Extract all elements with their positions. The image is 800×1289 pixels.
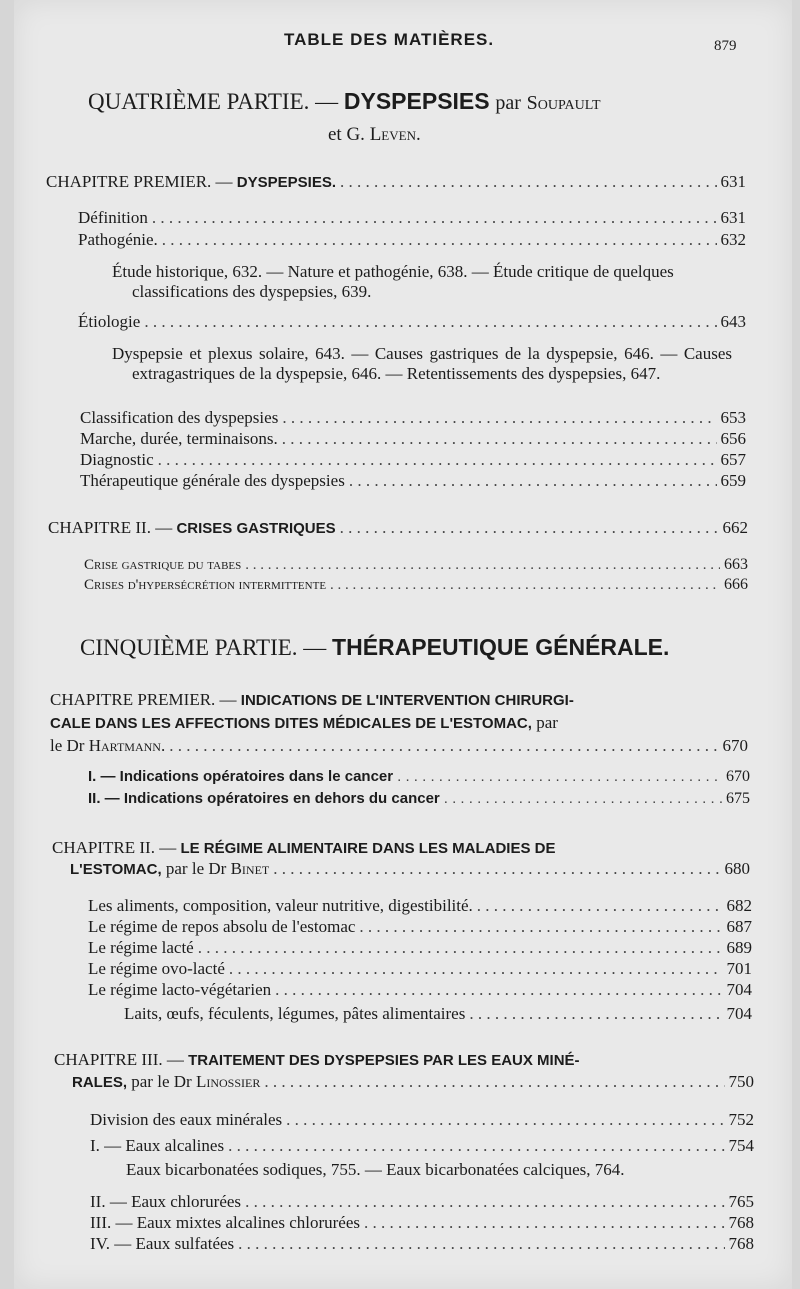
ch5-2-author: Binet [230, 859, 270, 878]
ch4-2-title: CRISES GASTRIQUES [176, 520, 336, 537]
book-page [14, 0, 792, 1289]
toc-entry-therapeutique[interactable] [80, 471, 746, 491]
toc-entry-page: 666 [724, 576, 748, 593]
toc-entry-page: 656 [720, 429, 746, 448]
ch5-3-heading-line1 [54, 1050, 580, 1070]
leader-dots [444, 790, 722, 807]
toc-entry-label: I. — Eaux alcalines [90, 1136, 225, 1155]
ch5-1-by: par [536, 713, 558, 732]
ch5-1-author-label [50, 736, 165, 756]
toc-entry-label: II. — Indications opératoires en dehors du cancer [88, 790, 440, 807]
part4-author-line [328, 124, 421, 146]
ch4-1-heading[interactable] [46, 172, 746, 192]
ch5-1-title-line2: CALE DANS LES AFFECTIONS DITES MÉDICALES DE L'ESTOMAC, [50, 715, 532, 732]
part4-title [88, 88, 601, 115]
toc-entry-eaux-mixtes[interactable] [90, 1213, 754, 1233]
leader-dots [144, 312, 716, 332]
ch4-2-page: 662 [722, 518, 748, 537]
toc-entry-label: Le régime lacto-végétarien [88, 980, 272, 999]
toc-entry-eaux-alcalines[interactable] [90, 1136, 754, 1156]
toc-entry-page: 675 [726, 790, 750, 807]
toc-entry-page: 704 [726, 980, 752, 999]
ch5-3-title-line2: RALES, [72, 1074, 128, 1091]
toc-entry-lacto-vegetarien[interactable] [88, 980, 752, 1000]
leader-dots [229, 959, 723, 979]
toc-entry-indications-hors-cancer[interactable] [88, 790, 750, 808]
toc-entry-label: Classification des dyspepsies [80, 408, 279, 427]
ch5-3-author: Linossier [195, 1072, 261, 1091]
toc-entry-definition[interactable] [78, 208, 746, 228]
ch5-3-heading-line2[interactable] [72, 1072, 754, 1092]
ch5-1-author-prefix: le Dr [50, 736, 85, 755]
ch5-2-author-prefix: par le Dr [165, 859, 227, 878]
toc-entry-page: 768 [728, 1234, 754, 1253]
toc-entry-label: Les aliments, composition, valeur nutritive, digestibilité. [88, 896, 473, 915]
toc-entry-repos-absolu[interactable] [88, 917, 752, 937]
part4-author-et: et G. [328, 124, 365, 145]
leader-dots [169, 736, 718, 756]
leader-dots [238, 1234, 724, 1254]
toc-entry-label: I. — Indications opératoires dans le cancer [88, 768, 394, 785]
leader-dots [340, 518, 719, 538]
ch5-1-prefix: CHAPITRE PREMIER. — [50, 690, 237, 709]
toc-entry-label: Le régime de repos absolu de l'estomac [88, 917, 356, 936]
toc-entry-label: Crise gastrique du tabes [84, 557, 242, 573]
part4-title-prefix: QUATRIÈME PARTIE. — [88, 89, 339, 114]
toc-entry-label: Thérapeutique générale des dyspepsies [80, 471, 345, 490]
ch5-2-title-line2: L'ESTOMAC, [70, 861, 162, 878]
toc-entry-label: Pathogénie. [78, 230, 158, 249]
toc-entry-indications-cancer[interactable] [88, 768, 750, 786]
leader-dots [245, 557, 720, 574]
ch4-1-prefix: CHAPITRE PREMIER. — [46, 172, 233, 191]
leader-dots [282, 408, 716, 428]
toc-entry-regime-lacte[interactable] [88, 938, 752, 958]
leader-dots [152, 208, 717, 228]
toc-entry-page: 663 [724, 556, 748, 573]
leader-dots [397, 768, 722, 785]
leader-dots [349, 471, 717, 491]
toc-entry-page: 754 [728, 1136, 754, 1155]
toc-entry-page: 682 [726, 896, 752, 915]
toc-entry-page: 701 [726, 959, 752, 978]
toc-entry-ovo-lacte[interactable] [88, 959, 752, 979]
ch4-2-label [48, 518, 336, 538]
ch5-2-title-line1: LE RÉGIME ALIMENTAIRE DANS LES MALADIES DE [180, 840, 556, 857]
etiologie-subentries: Dyspepsie et plexus solaire, 643. — Causes gastriques de la dyspepsie, 646. — Causes extragastriques de la dyspepsie, 646. — Retentissements des dyspepsies, 647. [112, 344, 732, 383]
toc-entry-eaux-sulfatees[interactable] [90, 1234, 754, 1254]
leader-dots [359, 917, 722, 937]
toc-entry-label: Étiologie [78, 312, 141, 331]
ch4-1-page: 631 [720, 172, 746, 191]
leader-dots [198, 938, 723, 958]
pathogenie-subentries: Étude historique, 632. — Nature et pathogénie, 638. — Étude critique de quelques classifications des dyspepsies, 639. [112, 262, 674, 301]
leader-dots [275, 980, 722, 1000]
toc-entry-page: 657 [720, 450, 746, 469]
ch4-2-heading[interactable] [48, 518, 748, 538]
toc-entry-label: Le régime lacté [88, 938, 194, 957]
toc-entry-page: 689 [726, 938, 752, 957]
leader-dots [340, 172, 716, 192]
ch4-1-label [46, 172, 336, 192]
ch5-3-page: 750 [728, 1072, 754, 1091]
part4-title-bold: DYSPEPSIES [343, 88, 490, 114]
toc-entry-page: 631 [720, 208, 746, 227]
ch5-2-heading-line2[interactable] [70, 859, 750, 879]
ch5-1-page: 670 [722, 736, 748, 755]
part4-by: par [495, 92, 521, 114]
part5-title-bold: THÉRAPEUTIQUE GÉNÉRALE. [332, 634, 670, 660]
part4-author1: Soupault [526, 92, 601, 114]
part5-title [80, 634, 669, 661]
toc-entry-classification[interactable] [80, 408, 746, 428]
toc-entry-page: 659 [720, 471, 746, 490]
ch5-3-title-line1: TRAITEMENT DES DYSPEPSIES PAR LES EAUX MINÉ- [188, 1052, 580, 1069]
toc-entry-page: 687 [726, 917, 752, 936]
leader-dots [273, 859, 720, 879]
toc-entry-aliments[interactable] [88, 896, 752, 916]
leader-dots [245, 1192, 724, 1212]
toc-entry-page: 653 [720, 408, 746, 427]
toc-entry-page: 704 [726, 1004, 752, 1023]
toc-entry-page: 670 [726, 768, 750, 785]
toc-entry-crises-hypersecretion[interactable] [84, 576, 748, 594]
leader-dots [228, 1136, 724, 1156]
ch5-3-author-prefix: par le Dr [131, 1072, 192, 1091]
ch5-1-author-row[interactable] [50, 736, 748, 756]
ch4-1-title: DYSPEPSIES. [236, 174, 337, 191]
toc-entry-page: 768 [728, 1213, 754, 1232]
toc-entry-label: Définition [78, 208, 148, 227]
running-header: TABLE DES MATIÈRES. [284, 30, 495, 49]
ch5-2-heading-line1 [52, 838, 555, 858]
page-number: 879 [714, 38, 737, 54]
toc-entry-label: Crises d'hypersécrétion intermittente [84, 577, 327, 593]
leader-dots [162, 230, 717, 250]
toc-entry-eaux-chlorurees[interactable] [90, 1192, 754, 1212]
toc-entry-crise-tabes[interactable] [84, 556, 748, 574]
leader-dots [158, 450, 717, 470]
part4-author2: Leven. [369, 124, 421, 145]
toc-entry-page: 752 [728, 1110, 754, 1129]
leader-dots [469, 1004, 722, 1024]
ch5-1-heading-line2 [50, 713, 558, 733]
leader-dots [286, 1110, 724, 1130]
toc-entry-label: II. — Eaux chlorurées [90, 1192, 242, 1211]
alcalines-subentries: Eaux bicarbonatées sodiques, 755. — Eaux bicarbonatées calciques, 764. [126, 1160, 625, 1179]
ch5-2-prefix: CHAPITRE II. — [52, 838, 177, 857]
toc-entry-label: Division des eaux minérales [90, 1110, 283, 1129]
ch4-2-prefix: CHAPITRE II. — [48, 518, 173, 537]
toc-entry-diagnostic[interactable] [80, 450, 746, 470]
toc-entry-etiologie[interactable] [78, 312, 746, 332]
leader-dots [330, 577, 720, 594]
leader-dots [282, 429, 717, 449]
toc-entry-page: 765 [728, 1192, 754, 1211]
toc-entry-label: III. — Eaux mixtes alcalines chlorurées [90, 1213, 361, 1232]
toc-entry-page: 643 [720, 312, 746, 331]
toc-entry-division[interactable] [90, 1110, 754, 1130]
leader-dots [477, 896, 723, 916]
toc-entry-label: Diagnostic [80, 450, 154, 469]
toc-entry-pathogenie[interactable] [78, 230, 746, 250]
toc-entry-label: Le régime ovo-lacté [88, 959, 225, 978]
leader-dots [364, 1213, 724, 1233]
toc-entry-marche[interactable] [80, 429, 746, 449]
ch5-1-title-line1: INDICATIONS DE L'INTERVENTION CHIRURGI- [240, 692, 574, 709]
ch5-3-prefix: CHAPITRE III. — [54, 1050, 184, 1069]
ch5-3-label [72, 1072, 260, 1092]
part5-title-prefix: CINQUIÈME PARTIE. — [80, 635, 327, 660]
ch5-2-page: 680 [724, 859, 750, 878]
ch5-1-heading-line1 [50, 690, 574, 710]
toc-entry-label: Marche, durée, terminaisons. [80, 429, 278, 448]
leader-dots [264, 1072, 724, 1092]
toc-entry-label: IV. — Eaux sulfatées [90, 1234, 235, 1253]
ch5-1-author: Hartmann. [88, 736, 166, 755]
toc-entry-label: Laits, œufs, féculents, légumes, pâtes alimentaires [124, 1004, 466, 1023]
ch5-2-label [70, 859, 269, 879]
toc-entry-laits-oeufs[interactable] [124, 1004, 752, 1024]
toc-entry-page: 632 [720, 230, 746, 249]
